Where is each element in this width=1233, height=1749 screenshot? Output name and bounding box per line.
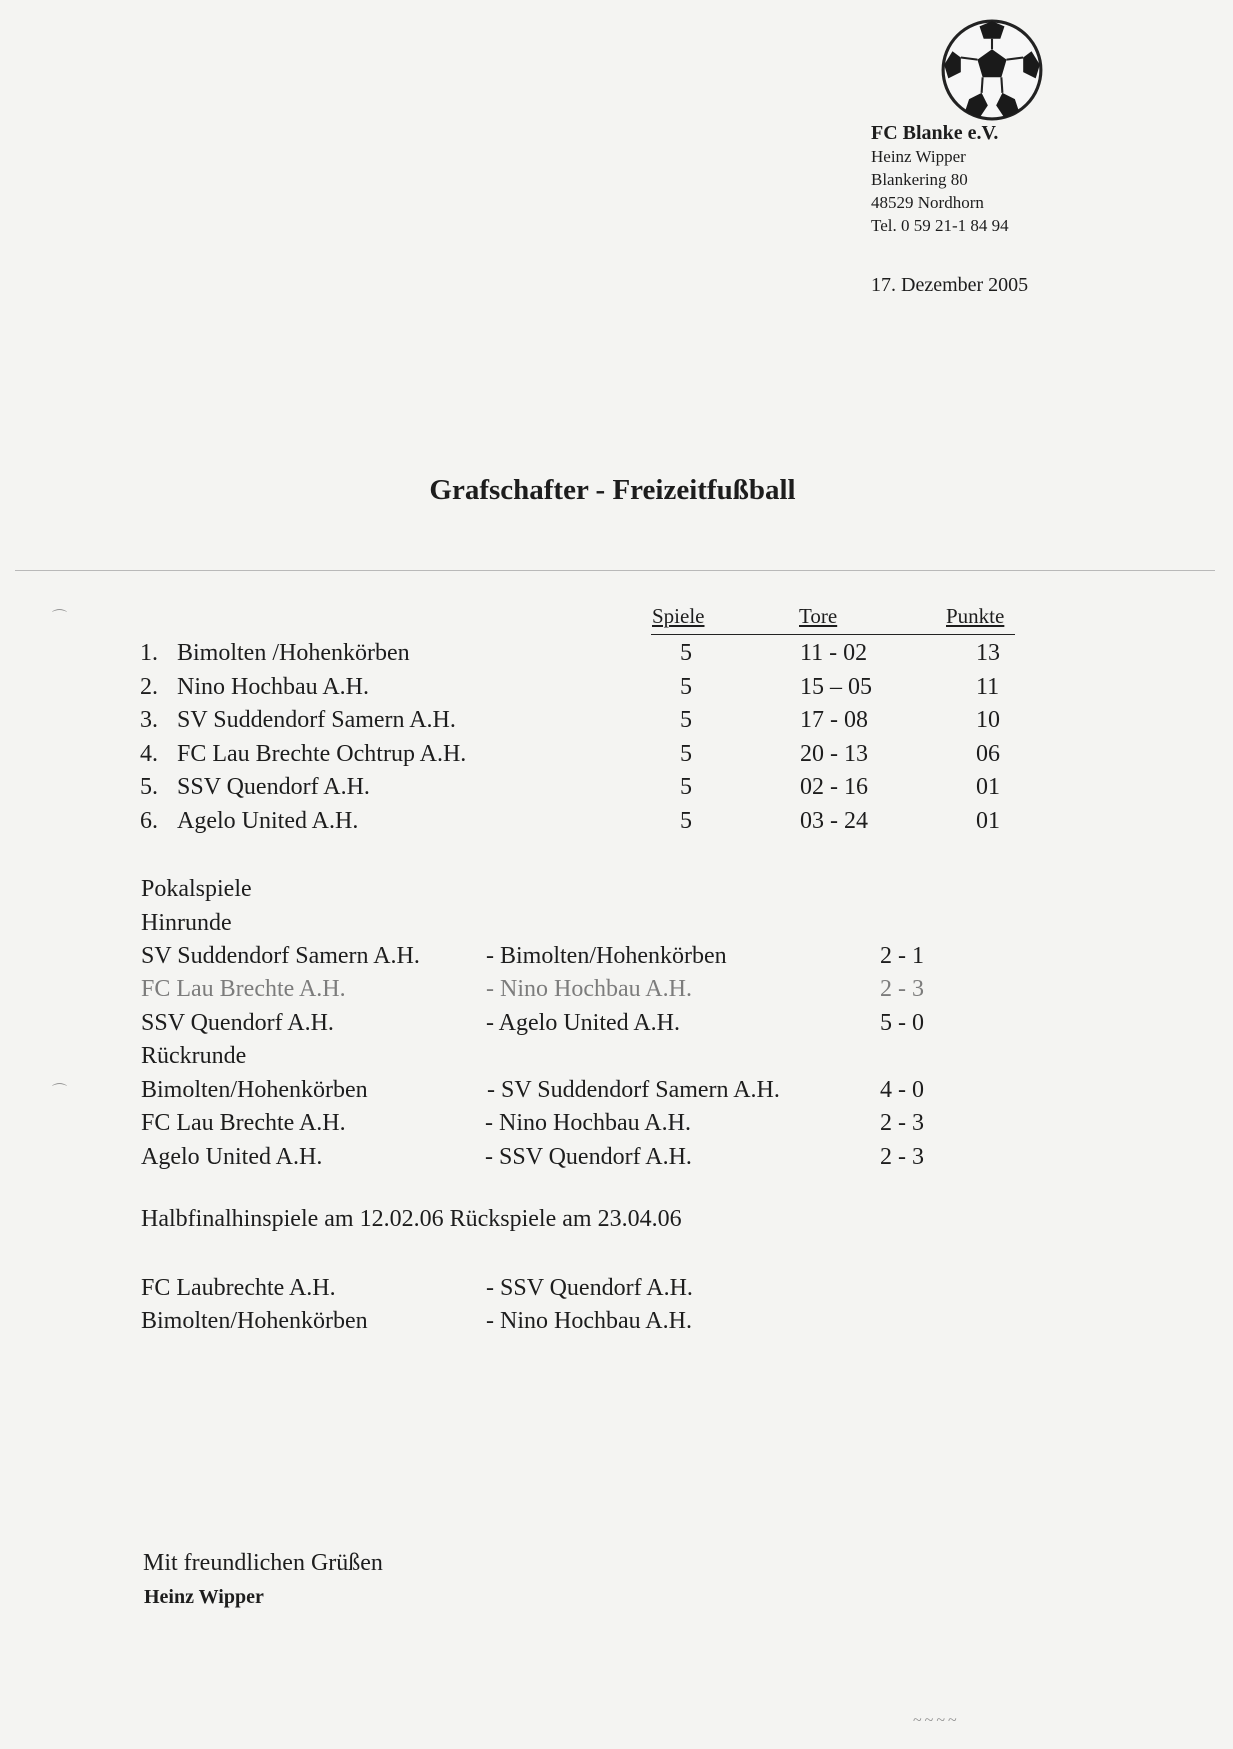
rank: 2. — [140, 674, 158, 700]
page-title-text: Grafschafter - Freizeitfußball — [429, 474, 796, 506]
page-title — [0, 474, 1233, 507]
games: 5 — [680, 640, 692, 666]
points: 01 — [976, 808, 1000, 834]
away-team: - SSV Quendorf A.H. — [486, 1275, 693, 1301]
contact-line: 48529 Nordhorn — [871, 193, 984, 212]
points: 10 — [976, 707, 1000, 733]
home-team: FC Lau Brechte A.H. — [141, 1110, 346, 1136]
score: 4 - 0 — [880, 1077, 924, 1103]
letter-date: 17. Dezember 2005 — [871, 274, 1029, 296]
rank: 3. — [140, 707, 158, 733]
column-header-goals: Tore — [799, 604, 838, 628]
semifinal-row — [0, 1308, 1233, 1342]
points: 13 — [976, 640, 1000, 666]
column-header-games: Spiele — [652, 604, 705, 628]
games: 5 — [680, 774, 692, 800]
match-row — [0, 943, 1233, 977]
games: 5 — [680, 707, 692, 733]
points: 01 — [976, 774, 1000, 800]
home-team: SV Suddendorf Samern A.H. — [141, 943, 420, 969]
away-team: - Nino Hochbau A.H. — [486, 1308, 692, 1334]
match-row — [0, 976, 1233, 1010]
home-team: Bimolten/Hohenkörben — [141, 1077, 368, 1103]
games: 5 — [680, 674, 692, 700]
home-team: Agelo United A.H. — [141, 1144, 323, 1170]
rank: 1. — [140, 640, 158, 666]
match-row — [0, 1110, 1233, 1144]
home-team: FC Laubrechte A.H. — [141, 1275, 336, 1301]
home-team: SSV Quendorf A.H. — [141, 1010, 334, 1036]
rank: 6. — [140, 808, 158, 834]
home-team: FC Lau Brechte A.H. — [141, 976, 346, 1002]
contact-line: Tel. 0 59 21-1 84 94 — [871, 216, 1009, 235]
column-header-points: Punkte — [946, 604, 1005, 628]
scan-stamp: ~~~~ — [913, 1712, 960, 1729]
table-row — [0, 640, 1233, 674]
away-team: - Nino Hochbau A.H. — [485, 1110, 691, 1136]
semifinal-heading: Halbfinalhinspiele am 12.02.06 Rückspiele am 23.04.06 — [141, 1206, 682, 1232]
points: 06 — [976, 741, 1000, 767]
contact-line: Blankering 80 — [871, 170, 968, 189]
away-team: - SV Suddendorf Samern A.H. — [487, 1077, 780, 1103]
score: 5 - 0 — [880, 1010, 924, 1036]
scan-mark: ⌒ — [52, 1082, 68, 1100]
table-row — [0, 741, 1233, 775]
match-row — [0, 1144, 1233, 1178]
team-name: FC Lau Brechte Ochtrup A.H. — [177, 741, 467, 767]
away-team: - SSV Quendorf A.H. — [485, 1144, 692, 1170]
section-heading: Pokalspiele — [141, 876, 252, 902]
away-team: - Agelo United A.H. — [486, 1010, 680, 1036]
away-team: - Bimolten/Hohenkörben — [486, 943, 727, 969]
goals: 02 - 16 — [800, 774, 868, 800]
header-rule — [651, 634, 1015, 635]
table-row — [0, 808, 1233, 842]
second-leg-label: Rückrunde — [141, 1043, 247, 1069]
points: 11 — [976, 674, 1000, 700]
soccer-ball-logo — [940, 18, 1044, 122]
games: 5 — [680, 741, 692, 767]
contact-line: Heinz Wipper — [871, 147, 966, 166]
divider — [15, 570, 1215, 571]
org-name: FC Blanke e.V. — [871, 122, 999, 144]
goals: 15 – 05 — [800, 674, 872, 700]
goals: 03 - 24 — [800, 808, 868, 834]
games: 5 — [680, 808, 692, 834]
rank: 4. — [140, 741, 158, 767]
goals: 11 - 02 — [800, 640, 868, 666]
table-row — [0, 707, 1233, 741]
match-row — [0, 1010, 1233, 1044]
match-row — [0, 1077, 1233, 1111]
scan-mark: ⌒ — [52, 608, 68, 626]
signer-name: Heinz Wipper — [144, 1586, 264, 1608]
score: 2 - 3 — [880, 1144, 924, 1170]
team-name: SV Suddendorf Samern A.H. — [177, 707, 456, 733]
team-name: Nino Hochbau A.H. — [177, 674, 369, 700]
team-name: SSV Quendorf A.H. — [177, 774, 370, 800]
away-team: - Nino Hochbau A.H. — [486, 976, 692, 1002]
team-name: Agelo United A.H. — [177, 808, 359, 834]
semifinal-row — [0, 1275, 1233, 1309]
closing-greeting: Mit freundlichen Grüßen — [143, 1550, 383, 1576]
table-row — [0, 674, 1233, 708]
team-name: Bimolten /Hohenkörben — [177, 640, 410, 666]
score: 2 - 3 — [880, 1110, 924, 1136]
score: 2 - 1 — [880, 943, 924, 969]
score: 2 - 3 — [880, 976, 924, 1002]
first-leg-label: Hinrunde — [141, 910, 232, 936]
goals: 17 - 08 — [800, 707, 868, 733]
table-row — [0, 774, 1233, 808]
rank: 5. — [140, 774, 158, 800]
goals: 20 - 13 — [800, 741, 868, 767]
home-team: Bimolten/Hohenkörben — [141, 1308, 368, 1334]
sender-address — [871, 122, 1009, 237]
